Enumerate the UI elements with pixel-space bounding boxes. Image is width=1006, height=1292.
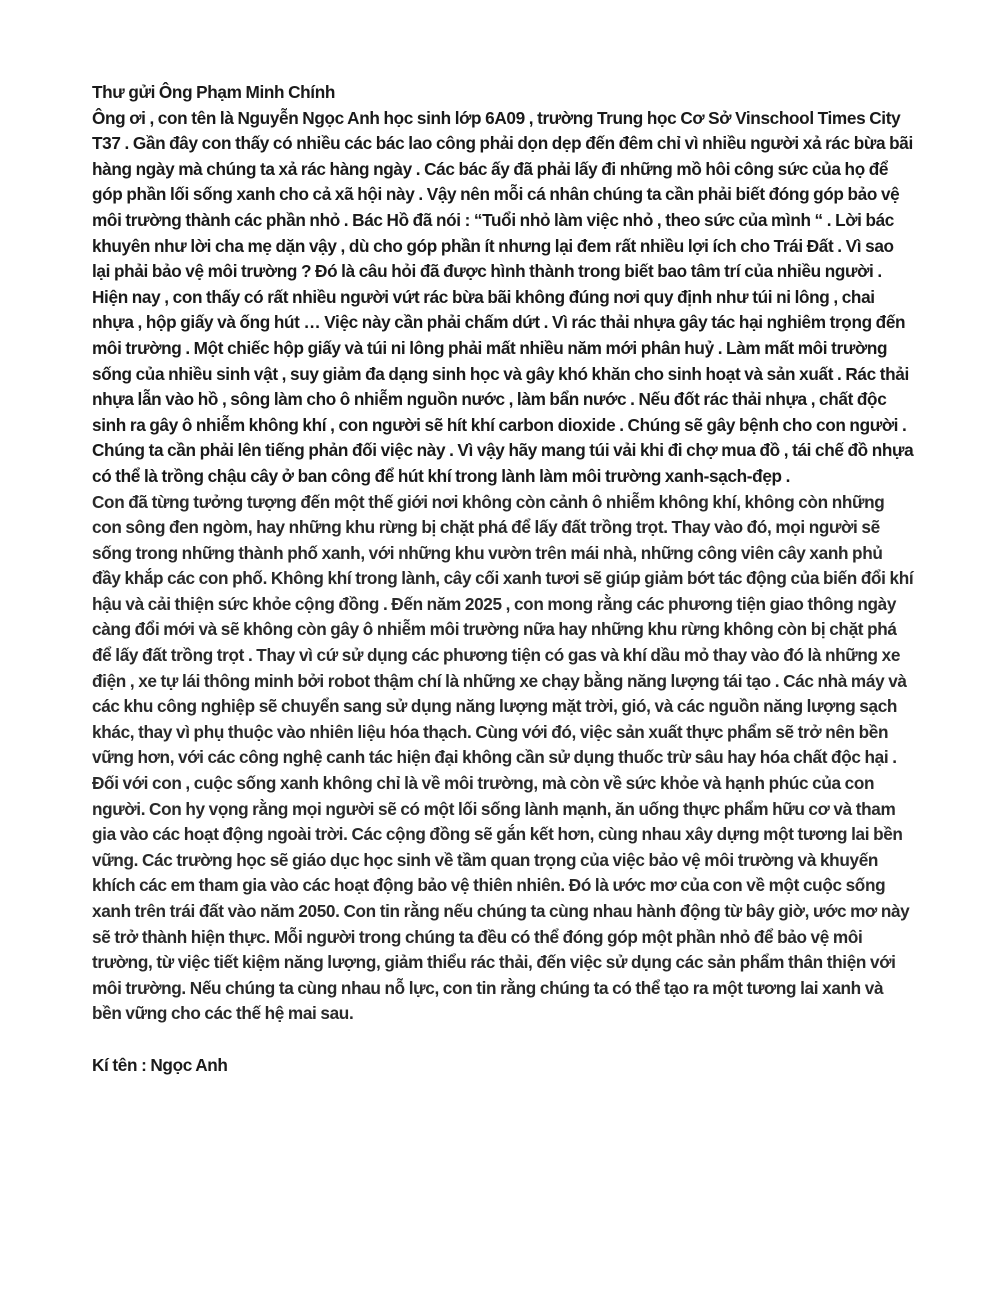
letter-body [92,80,914,1078]
letter-paragraph-1: Ông ơi , con tên là Nguyễn Ngọc Anh học sinh lớp 6A09 , trường Trung học Cơ Sở Vinschool Times City T37 . Gần đây con thấy có nhiều các bác lao công phải dọn dẹp đến đêm chỉ vì nhiều người xả rác bừa bãi hàng ngày mà chúng ta xả rác hàng ngày . Các bác ấy đã phải lấy đi những mồ hôi công sức của họ để góp phần lối sống xanh cho cả xã hội này . Vậy nên mỗi cá nhân chúng ta cần phải biết đóng góp bảo vệ môi trường thành các phần nhỏ . Bác Hồ đã nói : “Tuổi nhỏ làm việc nhỏ , theo sức của mình “ . Lời bác khuyên như lời cha mẹ dặn vậy , dù cho góp phần ít nhưng lại đem rất nhiều lợi ích cho Trái Đất . Vì sao lại phải bảo vệ môi trường ? Đó là câu hỏi đã được hình thành trong biết bao tâm trí của nhiều người . Hiện nay , con thấy có rất nhiều người vứt rác bừa bãi không đúng nơi quy định như túi ni lông , chai nhựa , hộp giấy và ống hút … Việc này cần phải chấm dứt . Vì rác thải nhựa gây tác hại nghiêm trọng đến môi trường . Một chiếc hộp giấy và túi ni lông phải mất nhiều năm mới phân huỷ . Làm mất môi trường sống của nhiều sinh vật , suy giảm đa dạng sinh học và gây khó khăn cho sinh hoạt và sản xuất . Rác thải nhựa lẫn vào hồ , sông làm cho ô nhiễm nguồn nước , làm bẩn nước . Nếu đốt rác thải nhựa , chất độc sinh ra gây ô nhiễm không khí , con người sẽ hít khí carbon dioxide . Chúng sẽ gây bệnh cho con người . Chúng ta cần phải lên tiếng phản đối việc này . Vì vậy hãy mang túi vải khi đi chợ mua đồ , tái chế đồ nhựa có thể là trồng chậu cây ở ban công để hút khí trong lành làm môi trường xanh-sạch-đẹp . [92,107,914,486]
letter-greeting: Thư gửi Ông Phạm Minh Chính [92,82,336,102]
letter-paragraph-2: Con đã từng tưởng tượng đến một thế giới nơi không còn cảnh ô nhiễm không khí, không còn những con sông đen ngòm, hay những khu rừng bị chặt phá để lấy đất trồng trọt. Thay vào đó, mọi người sẽ sống trong những thành phố xanh, với những khu vườn trên mái nhà, những công viên cây xanh phủ đầy khắp các con phố. Không khí trong lành, cây cối xanh tươi sẽ giúp giảm bớt tác động của biến đổi khí hậu và cải thiện sức khỏe cộng đồng . Đến năm 2025 , con mong rằng các phương tiện giao thông ngày càng đổi mới và sẽ không còn gây ô nhiễm môi trường nữa hay những khu rừng không còn bị chặt phá để lấy đất trồng trọt . Thay vì cứ sử dụng các phương tiện có gas và khí dầu mỏ thay vào đó là những xe điện , xe tự lái thông minh bởi robot thậm chí là những xe chạy bằng năng lượng tái tạo . Các nhà máy và các khu công nghiệp sẽ chuyển sang sử dụng năng lượng mặt trời, gió, và các nguồn năng lượng sạch khác, thay vì phụ thuộc vào nhiên liệu hóa thạch. Cùng với đó, việc sản xuất thực phẩm sẽ trở nên bền vững hơn, với các công nghệ canh tác hiện đại không cần sử dụng thuốc trừ sâu hay hóa chất độc hại . Đối với con , cuộc sống xanh không chỉ là về môi trường, mà còn về sức khỏe và hạnh phúc của con người. Con hy vọng rằng mọi người sẽ có một lối sống lành mạnh, ăn uống thực phẩm hữu cơ và tham gia vào các hoạt động ngoài trời. Các cộng đồng sẽ gắn kết hơn, cùng nhau xây dựng một tương lai bền vững. Các trường học sẽ giáo dục học sinh về tầm quan trọng của việc bảo vệ môi trường và khuyến khích các em tham gia vào các hoạt động bảo vệ thiên nhiên. Đó là ước mơ của con về một cuộc sống xanh trên trái đất vào năm 2050. Con tin rằng nếu chúng ta cùng nhau hành động từ bây giờ, ước mơ này sẽ trở thành hiện thực. Mỗi người trong chúng ta đều có thể đóng góp một phần nhỏ để bảo vệ môi trường, từ việc tiết kiệm năng lượng, giảm thiểu rác thải, đến việc sử dụng các sản phẩm thân thiện với môi trường. Nếu chúng ta cùng nhau nỗ lực, con tin rằng chúng ta có thể tạo ra một tương lai xanh và bền vững cho các thế hệ mai sau. [92,491,914,1024]
letter-signature: Kí tên : Ngọc Anh [92,1054,228,1075]
